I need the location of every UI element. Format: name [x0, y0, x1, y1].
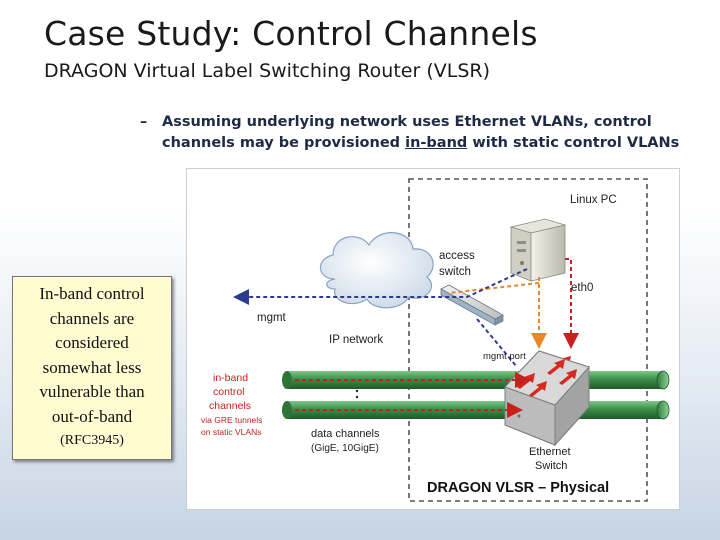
note-line-4: somewhat less — [42, 357, 142, 377]
note-line-7: (RFC3945) — [60, 433, 124, 448]
label-ethernet-switch-2: Switch — [535, 460, 568, 472]
ethernet-switch-front — [505, 351, 589, 445]
bullet-line-2-pre: channels may be provisioned — [162, 135, 406, 151]
note-line-6: out-of-band — [51, 406, 133, 426]
bullet-underlined-term: in-band — [405, 135, 468, 151]
label-eth0: eth0 — [571, 282, 594, 294]
slide-subtitle: DRAGON Virtual Label Switching Router (VLSR) — [44, 60, 490, 82]
label-linux-pc: Linux PC — [570, 194, 617, 206]
label-ip-network: IP network — [329, 334, 384, 346]
label-mgmt: mgmt — [257, 312, 286, 324]
vlsr-diagram — [186, 168, 680, 510]
slide-title: Case Study: Control Channels — [44, 14, 538, 53]
label-mgmt-port: mgmt port — [483, 351, 526, 362]
label-access-switch-2: switch — [439, 266, 471, 278]
label-inband-2: control — [213, 386, 245, 398]
note-line-5: vulnerable than — [39, 382, 145, 401]
bullet-line-2-post: with static control VLANs — [467, 135, 680, 151]
bullet-dash: – — [140, 114, 148, 130]
note-line-3: considered — [55, 333, 129, 352]
label-gre-2: on static VLANs — [201, 427, 262, 437]
label-footer: DRAGON VLSR – Physical — [427, 480, 610, 496]
note-line-1: In-band control — [39, 284, 145, 303]
callout-note — [12, 276, 172, 460]
bullet-line-2 — [162, 133, 679, 154]
label-inband-1: in-band — [213, 372, 249, 384]
note-line-2: channels are — [49, 308, 135, 328]
label-gre-1: via GRE tunnels — [201, 415, 263, 425]
label-ethernet-switch-1: Ethernet — [529, 446, 571, 458]
vlsr-diagram-svg — [187, 169, 679, 509]
label-data-channels-1: data channels — [311, 428, 380, 440]
label-inband-3: channels — [209, 400, 252, 412]
control-line-vertical — [565, 259, 571, 345]
bullet-line-1: Assuming underlying network uses Ethernet VLANs, control — [162, 114, 652, 130]
label-data-channels-2: (GigE, 10GigE) — [311, 443, 379, 454]
access-switch-icon — [441, 285, 503, 325]
label-access-switch-1: access — [439, 250, 475, 262]
